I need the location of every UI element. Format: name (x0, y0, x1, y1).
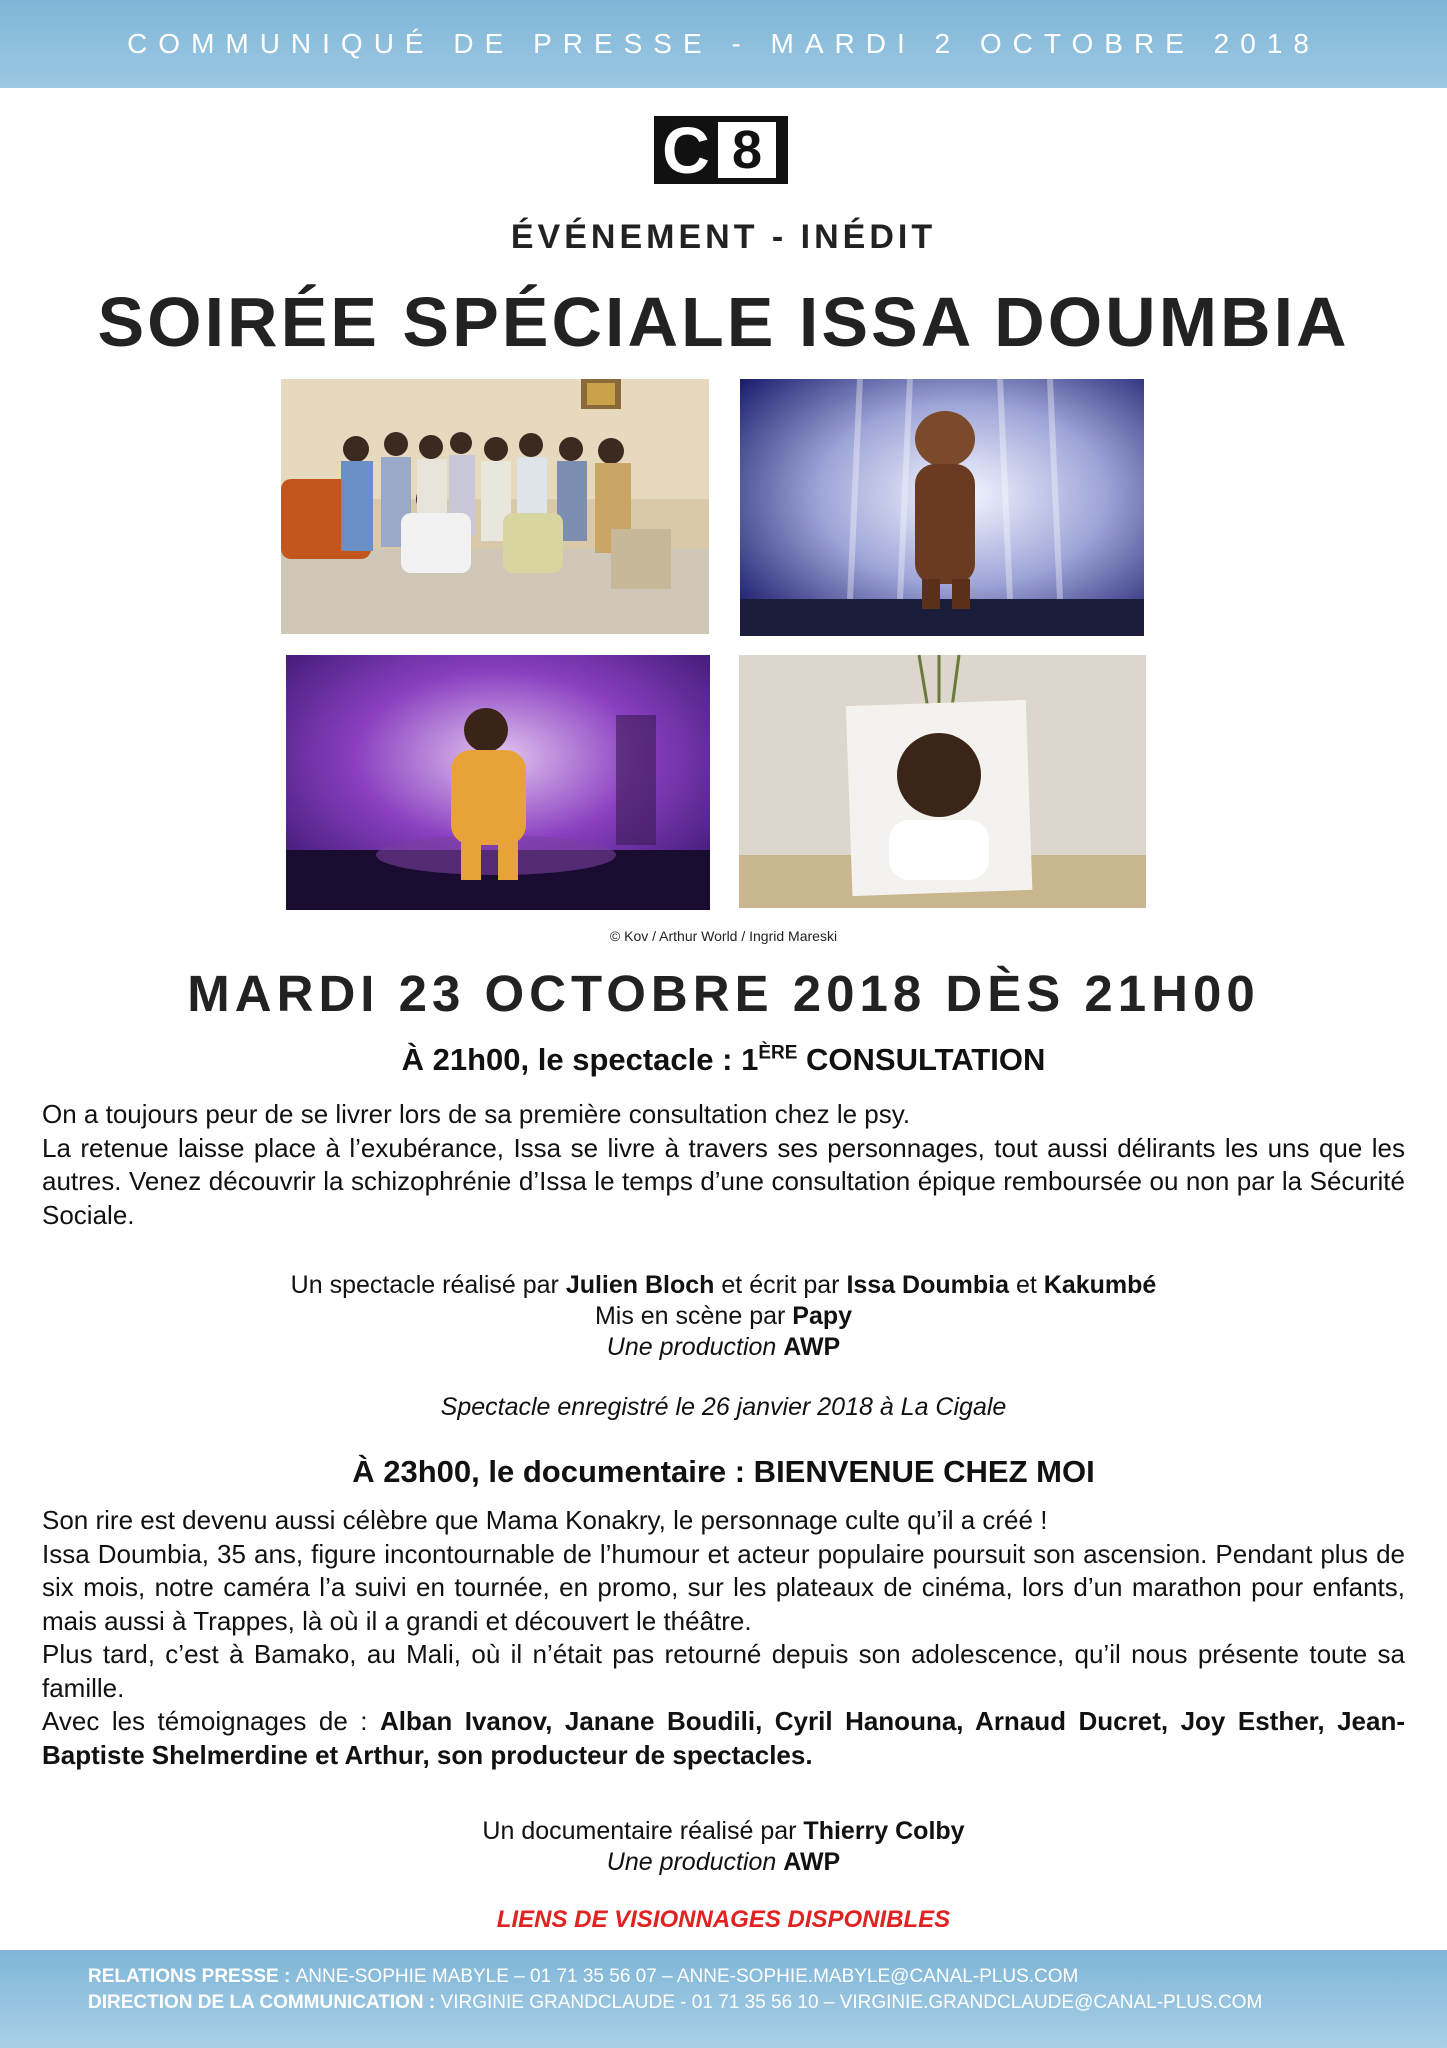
photo-stage-costume (740, 379, 1144, 636)
photo-stage-seated (286, 655, 710, 910)
documentary-line: Issa Doumbia, 35 ans, figure incontournable de l’humour et acteur populaire poursuit son ascension. Pendant plus de six mois, notre caméra l’a suivi en tournée, en promo, sur les plateaux de cinéma, lors d’un marathon pour enfants, mais aussi à Trappes, là où il a grandi et découvert le théâtre. (42, 1538, 1405, 1636)
broadcast-date: MARDI 23 OCTOBRE 2018 DÈS 21H00 (187, 965, 1260, 1022)
documentary-description (42, 1504, 1405, 1772)
documentary-credits (0, 1816, 1447, 1878)
photo-childhood-portrait (739, 655, 1146, 908)
documentary-heading: À 23h00, le documentaire : BIENVENUE CHEZ MOI (352, 1454, 1095, 1489)
show-credits (0, 1270, 1447, 1363)
footer-band (0, 1950, 1447, 2048)
credit-text: Une production (606, 1333, 784, 1361)
comm-contact (88, 1992, 1262, 2014)
event-title: SOIRÉE SPÉCIALE ISSA DOUMBIA (97, 283, 1350, 361)
press-contact (88, 1966, 1078, 1988)
credit-writer: Issa Doumbia (846, 1271, 1010, 1299)
logo-digit: 8 (718, 122, 776, 178)
documentary-line: Plus tard, c’est à Bamako, au Mali, où il n’était pas retourné depuis son adolescence, qu’il nous présente toute sa famille. (42, 1639, 1405, 1703)
show-recorded: Spectacle enregistré le 26 janvier 2018 à La Cigale (440, 1393, 1007, 1421)
photo-group-family (281, 379, 709, 634)
header-band (0, 0, 1447, 88)
documentary-line: Son rire est devenu aussi célèbre que Mama Konakry, le personnage culte qu’il a créé ! (42, 1505, 1048, 1535)
credit-production: AWP (783, 1848, 841, 1876)
header-band-text: COMMUNIQUÉ DE PRESSE - MARDI 2 OCTOBRE 2018 (127, 28, 1320, 59)
credit-text: et écrit par (714, 1271, 847, 1299)
c8-logo (654, 113, 788, 187)
credit-production: AWP (783, 1333, 841, 1361)
credit-director: Thierry Colby (803, 1817, 965, 1845)
credit-text: et (1009, 1271, 1044, 1299)
photo-credit: © Kov / Arthur World / Ingrid Mareski (609, 928, 838, 944)
credit-text: Une production (606, 1848, 784, 1876)
comm-contact-label: DIRECTION DE LA COMMUNICATION : (88, 1992, 441, 2013)
credit-writer: Kakumbé (1043, 1271, 1157, 1299)
credit-text: Mis en scène par (594, 1302, 793, 1330)
testimonies-label: Avec les témoignages de : (42, 1706, 381, 1736)
show-description-line: On a toujours peur de se livrer lors de sa première consultation chez le psy. (42, 1099, 911, 1129)
credit-staging: Papy (792, 1302, 853, 1330)
show-heading-prefix: À 21h00, le spectacle : 1 (401, 1042, 759, 1077)
documentary-testimonies (42, 1705, 1405, 1772)
credit-text: Un documentaire réalisé par (482, 1817, 804, 1845)
show-description-line: La retenue laisse place à l’exubérance, Issa se livre à travers ses personnages, tout aussi délirants les uns que les autres. Venez découvrir la schizophrénie d’Issa le temps d’une consultation épique remboursée ou non par la Sécurité Sociale. (42, 1132, 1405, 1230)
press-contact-label: RELATIONS PRESSE : (88, 1966, 296, 1987)
logo-letter: C (662, 113, 710, 187)
show-heading-suffix: CONSULTATION (797, 1042, 1046, 1077)
credit-director: Julien Bloch (565, 1271, 715, 1299)
credit-text: Un spectacle réalisé par (290, 1271, 566, 1299)
show-heading (0, 1042, 1447, 1078)
testimonies-names: Alban Ivanov, Janane Boudili, Cyril Hanouna, Arnaud Ducret, Joy Esther, Jean-Baptiste Shelmerdine et Arthur, son producteur de spectacles. (42, 1706, 1405, 1770)
show-description (42, 1098, 1405, 1232)
press-contact-value: ANNE-SOPHIE MABYLE – 01 71 35 56 07 – ANNE-SOPHIE.MABYLE@CANAL-PLUS.COM (295, 1966, 1079, 1987)
show-heading-sup: ÈRE (758, 1042, 798, 1064)
event-kicker: ÉVÉNEMENT - INÉDIT (510, 218, 937, 256)
viewing-links-notice: LIENS DE VISIONNAGES DISPONIBLES (496, 1906, 951, 1933)
comm-contact-value: VIRGINIE GRANDCLAUDE - 01 71 35 56 10 – VIRGINIE.GRANDCLAUDE@CANAL-PLUS.COM (440, 1992, 1263, 2013)
